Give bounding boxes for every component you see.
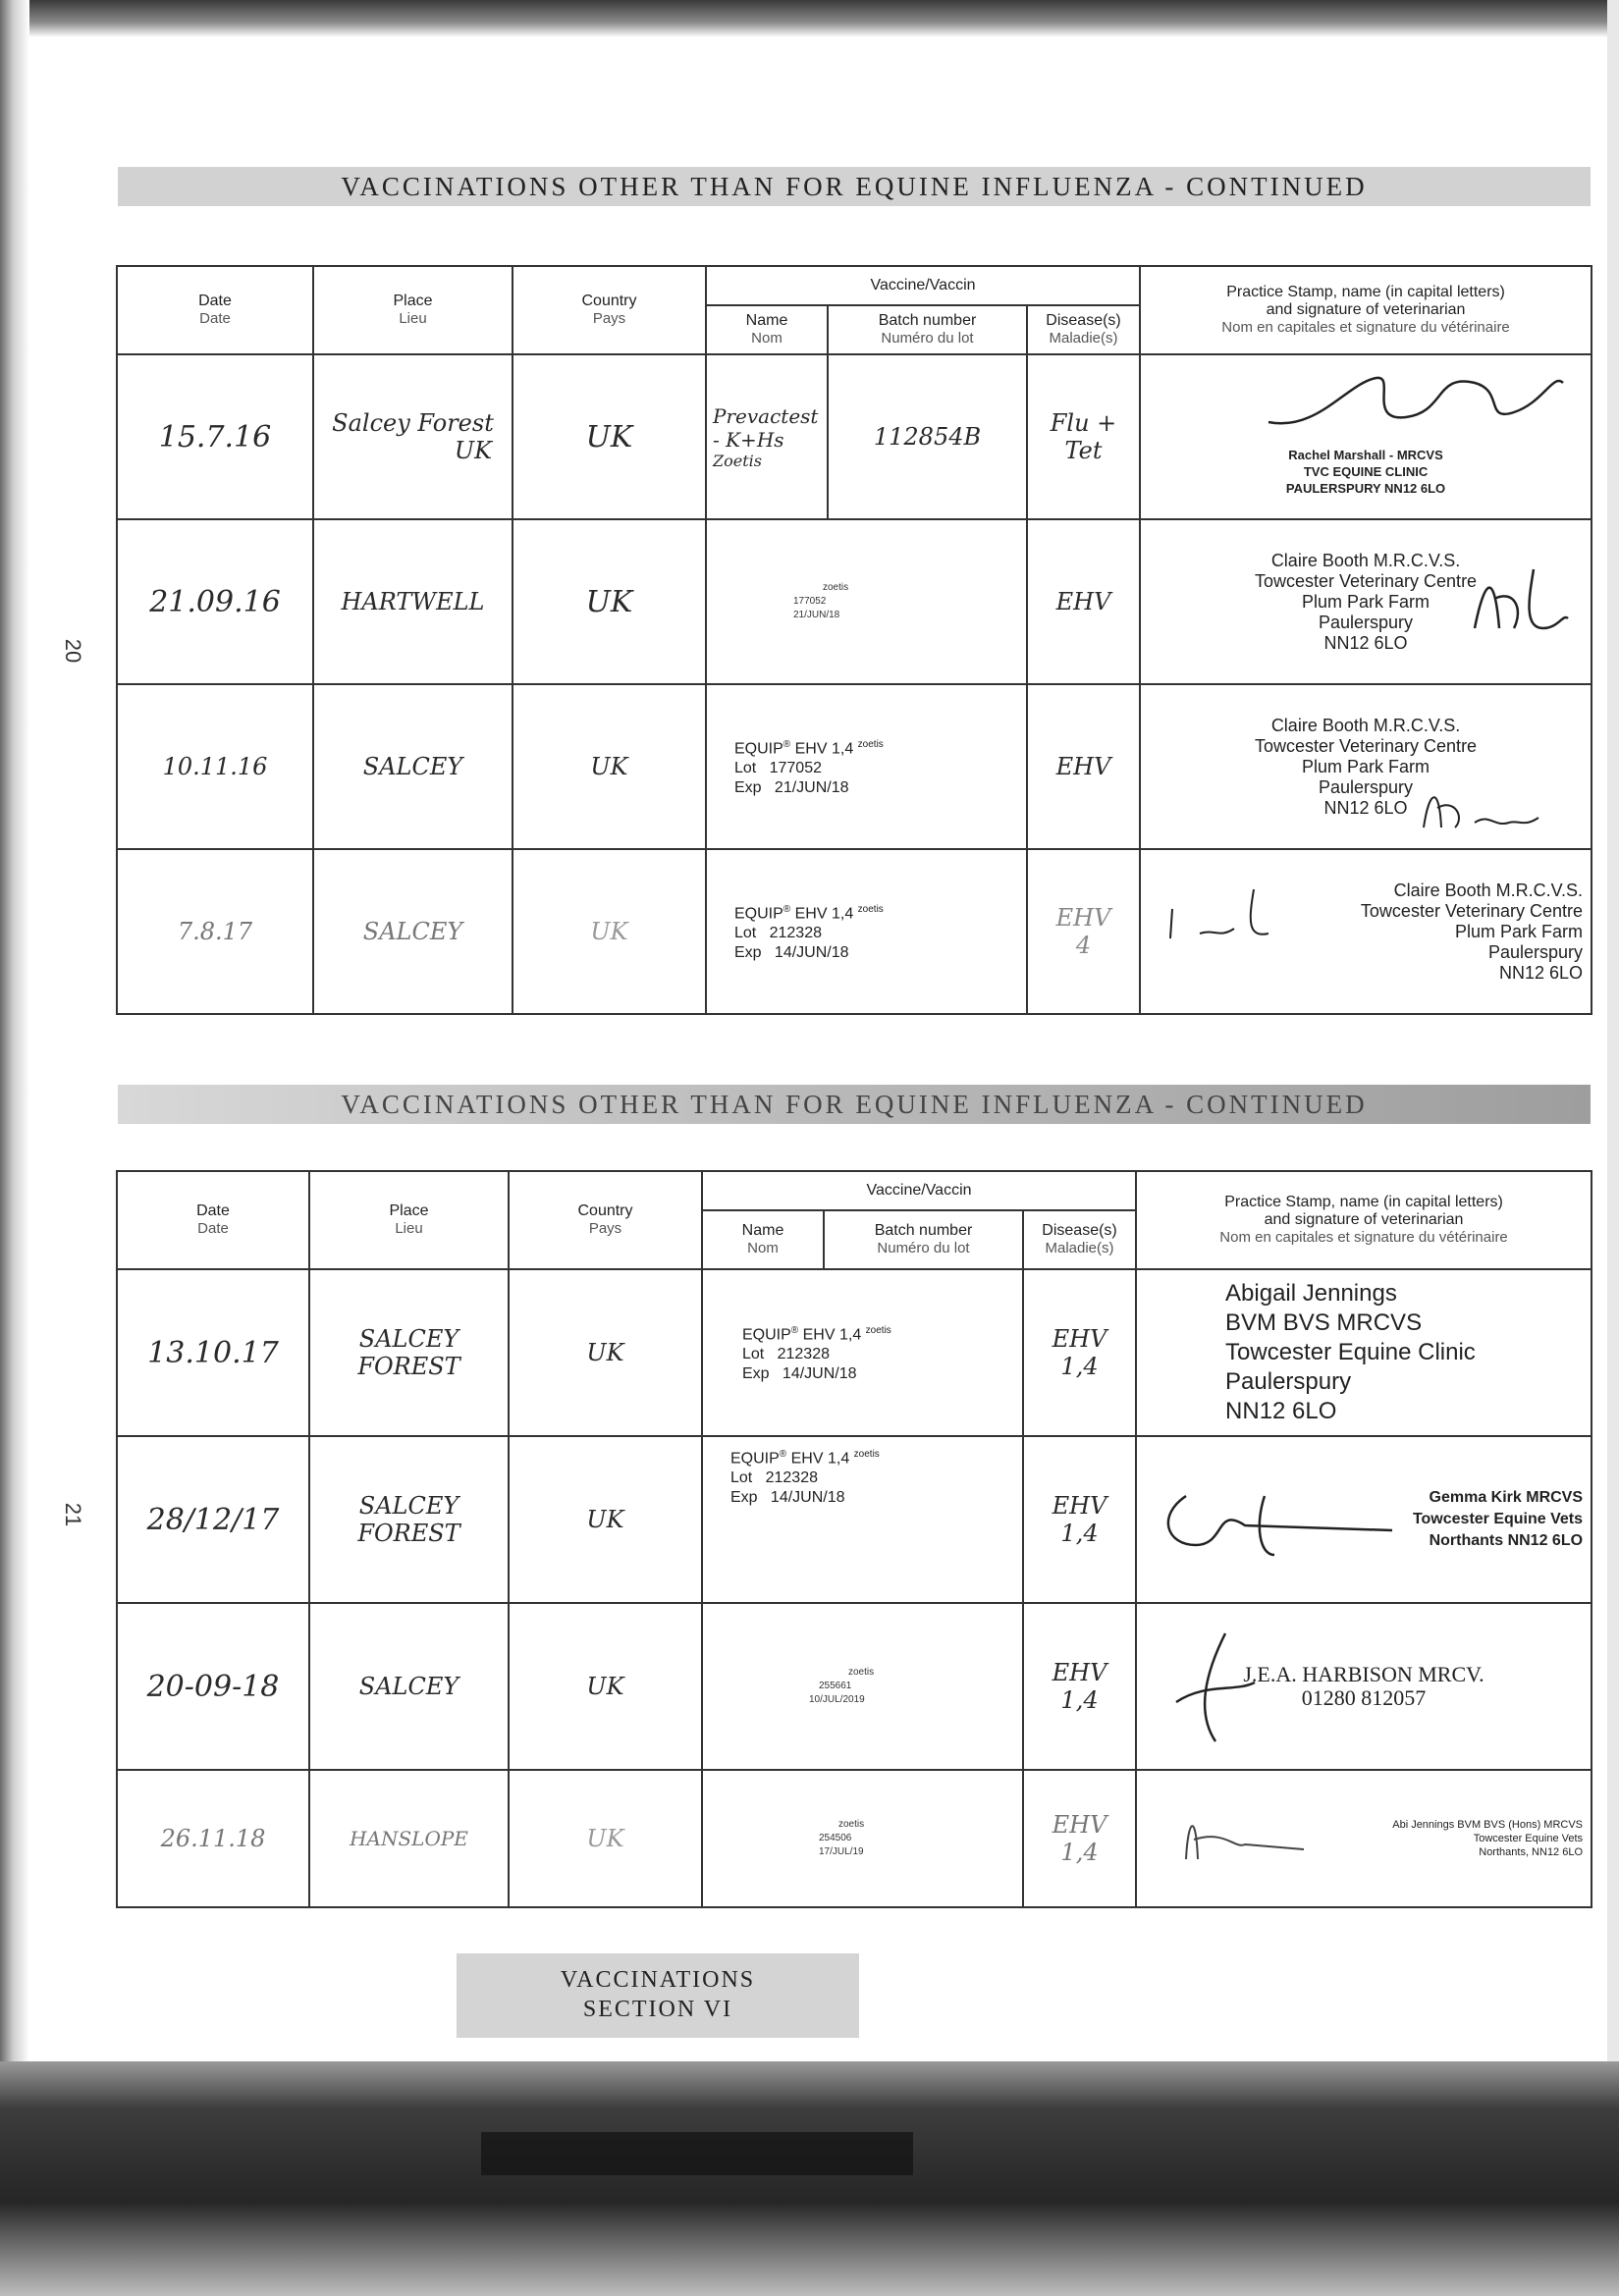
place-cell: SALCEY FOREST [309, 1436, 509, 1603]
scan-right-edge [1607, 0, 1619, 2296]
date-cell: 20-09-18 [117, 1603, 309, 1770]
col-place-header: Place Lieu [313, 266, 513, 354]
section-header-top: VACCINATIONS OTHER THAN FOR EQUINE INFLUENZA - CONTINUED [118, 167, 1591, 206]
vet-stamp-cell: Claire Booth M.R.C.V.S. Towcester Veterinary Centre Plum Park Farm Paulerspury NN12 6LO [1140, 684, 1592, 849]
col-place-header: Place Lieu [309, 1171, 509, 1269]
vaccine-sticker-cell: EQUIP® EHV 1,4 $^{zoetis}$ Lot 212328 Exp 14/JUN/18 [706, 849, 1027, 1014]
place-cell: SALCEY FOREST [309, 1269, 509, 1436]
table-row [117, 1603, 1592, 1770]
vet-stamp-cell: Abigail Jennings BVM BVS MRCVS Towcester Equine Clinic Paulerspury NN12 6LO [1136, 1269, 1592, 1436]
vet-signature [1147, 1476, 1412, 1565]
vet-stamp-cell: Gemma Kirk MRCVS Towcester Equine Vets Northants NN12 6LO [1136, 1436, 1592, 1603]
date-cell: 15.7.16 [117, 354, 313, 519]
col-country-header: Country Pays [513, 266, 706, 354]
footer-section-label: VACCINATIONS SECTION VI [457, 1953, 859, 2038]
country-cell: UK [509, 1603, 702, 1770]
disease-cell: EHV [1027, 684, 1140, 849]
table-row [117, 1436, 1592, 1603]
table-row [117, 1269, 1592, 1436]
disease-cell: EHV 1,4 [1023, 1603, 1136, 1770]
disease-cell: EHV [1027, 519, 1140, 684]
table-row [117, 354, 1592, 519]
col-practice-header: Practice Stamp, name (in capital letters) and signature of veterinarian Nom en capitales et signature du vétérinaire [1136, 1171, 1592, 1269]
place-cell: SALCEY [313, 849, 513, 1014]
table-row [117, 519, 1592, 684]
page-number-20: 20 [61, 638, 86, 664]
vaccine-sticker-cell: EQUIP® EHV 1,4 $^{zoetis}$ Lot 212328 Exp 14/JUN/18 [702, 1436, 1023, 1603]
date-cell: 26.11.18 [117, 1770, 309, 1907]
vaccine-sticker-cell: EQUIP® EHV 1,4 $^{zoetis}$ Lot 177052 Exp 21/JUN/18 [706, 684, 1027, 849]
col-name-header: Name Nom [706, 305, 828, 354]
disease-cell: EHV 4 [1027, 849, 1140, 1014]
vaccine-sticker-cell: EQUIP® EHV 1,4 $^{zoetis}$ Lot 212328 Exp 14/JUN/18 [702, 1269, 1023, 1436]
place-cell: SALCEY [309, 1603, 509, 1770]
table-row [117, 849, 1592, 1014]
country-cell: UK [509, 1269, 702, 1436]
col-date-header: Date Date [117, 1171, 309, 1269]
vaccine-sticker-cell: zoetis 254506 17/JUL/19 [702, 1770, 1023, 1907]
vet-signature [1160, 880, 1288, 948]
place-cell: SALCEY [313, 684, 513, 849]
page-number-21: 21 [61, 1502, 86, 1527]
vaccination-table-2 [116, 1170, 1592, 1908]
vet-stamp-cell: Abi Jennings BVM BVS (Hons) MRCVS Towcester Equine Vets Northants, NN12 6LO [1136, 1770, 1592, 1907]
disease-cell: EHV 1,4 [1023, 1436, 1136, 1603]
vet-signature [1176, 1800, 1314, 1869]
country-cell: UK [513, 684, 706, 849]
vet-signature [1465, 560, 1573, 648]
section-header-middle: VACCINATIONS OTHER THAN FOR EQUINE INFLUENZA - CONTINUED [118, 1085, 1591, 1124]
vaccine-name-cell: Prevactest - K+Hs Zoetis [706, 354, 828, 519]
col-batch-header: Batch number Numéro du lot [824, 1210, 1023, 1269]
vet-stamp-cell: J.E.A. HARBISON MRCV. 01280 812057 [1136, 1603, 1592, 1770]
place-cell: Salcey Forest UK [313, 354, 513, 519]
scan-left-edge [0, 0, 29, 2296]
disease-cell: EHV 1,4 [1023, 1269, 1136, 1436]
col-disease-header: Disease(s) Maladie(s) [1027, 305, 1140, 354]
country-cell: UK [509, 1770, 702, 1907]
date-cell: 10.11.16 [117, 684, 313, 849]
vet-stamp-cell: Claire Booth M.R.C.V.S. Towcester Veterinary Centre Plum Park Farm Paulerspury NN12 6LO [1140, 849, 1592, 1014]
place-cell: HARTWELL [313, 519, 513, 684]
vet-stamp-cell: Claire Booth M.R.C.V.S. Towcester Veterinary Centre Plum Park Farm Paulerspury NN12 6LO [1140, 519, 1592, 684]
disease-cell: EHV 1,4 [1023, 1770, 1136, 1907]
col-country-header: Country Pays [509, 1171, 702, 1269]
date-cell: 7.8.17 [117, 849, 313, 1014]
col-name-header: Name Nom [702, 1210, 824, 1269]
vet-signature [1157, 1624, 1265, 1751]
place-cell: HANSLOPE [309, 1770, 509, 1907]
country-cell: UK [513, 354, 706, 519]
col-disease-header: Disease(s) Maladie(s) [1023, 1210, 1136, 1269]
vet-stamp-cell: Rachel Marshall - MRCVS TVC EQUINE CLINIC PAULERSPURY NN12 6LO [1140, 354, 1592, 519]
scan-top-edge [0, 0, 1619, 37]
vaccine-sticker-cell: zoetis 255661 10/JUL/2019 [702, 1603, 1023, 1770]
date-cell: 21.09.16 [117, 519, 313, 684]
vaccination-table-1 [116, 265, 1592, 1015]
date-cell: 28/12/17 [117, 1436, 309, 1603]
col-batch-header: Batch number Numéro du lot [828, 305, 1027, 354]
col-vaccine-header: Vaccine/Vaccin [702, 1171, 1136, 1210]
vet-signature [1416, 778, 1543, 837]
col-practice-header: Practice Stamp, name (in capital letters) and signature of veterinarian Nom en capitales et signature du vétérinaire [1140, 266, 1592, 354]
date-cell: 13.10.17 [117, 1269, 309, 1436]
country-cell: UK [509, 1436, 702, 1603]
scan-bottom-edge [0, 2061, 1619, 2296]
table-row [117, 1770, 1592, 1907]
vaccine-sticker-cell: zoetis 177052 21/JUN/18 [706, 519, 1027, 684]
country-cell: UK [513, 849, 706, 1014]
batch-cell: 112854B [828, 354, 1027, 519]
table-row [117, 684, 1592, 849]
disease-cell: Flu + Tet [1027, 354, 1140, 519]
vet-signature [1259, 363, 1573, 442]
col-date-header: Date Date [117, 266, 313, 354]
col-vaccine-header: Vaccine/Vaccin [706, 266, 1140, 305]
country-cell: UK [513, 519, 706, 684]
